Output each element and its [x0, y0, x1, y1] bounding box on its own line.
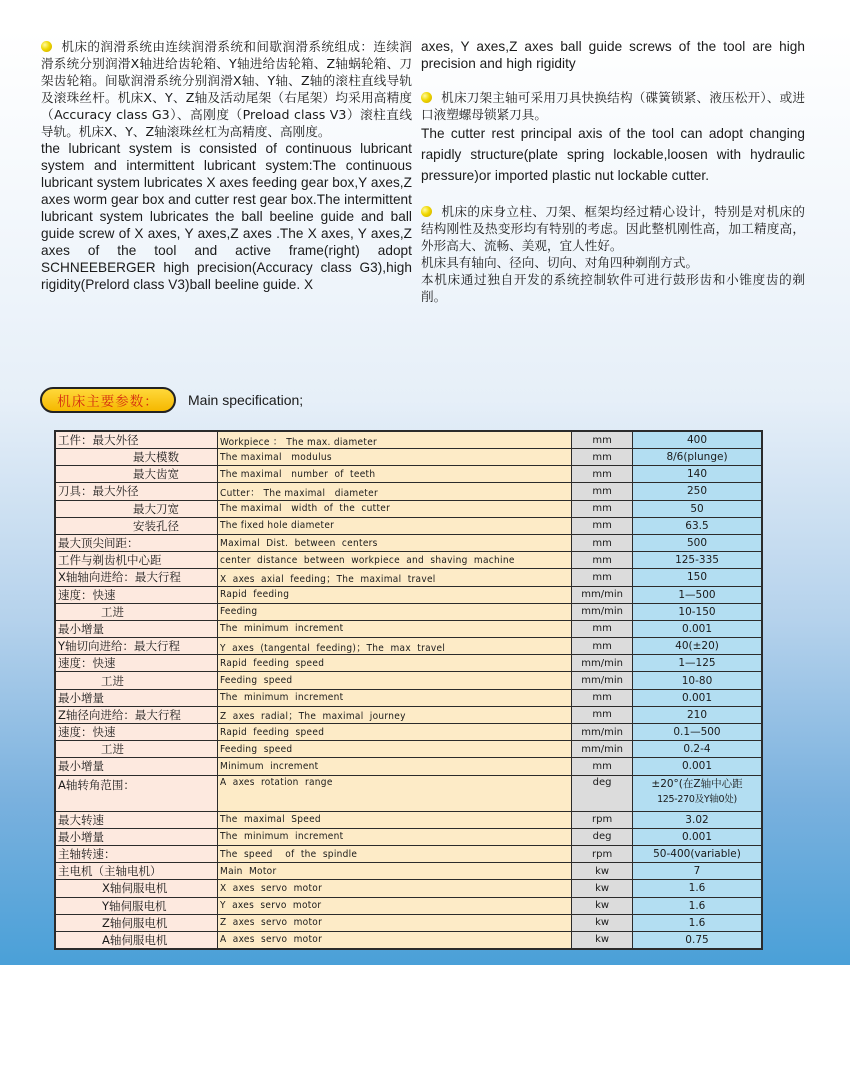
spec-param-en: Feeding speed: [218, 741, 572, 758]
spec-param-en: A axes servo motor: [218, 931, 572, 949]
spec-param-en: Rapid feeding speed: [218, 655, 572, 672]
spec-row: [55, 500, 762, 517]
spec-param-zh: 最小增量: [55, 828, 218, 845]
main-specification-table: [54, 430, 763, 950]
spec-param-en: The speed of the spindle: [218, 845, 572, 862]
spec-value: [633, 775, 763, 811]
spec-param-en: Feeding speed: [218, 672, 572, 689]
spec-value: 50-400(variable): [633, 845, 763, 862]
spec-param-zh: 速度：快速: [55, 655, 218, 672]
spec-unit: mm: [572, 500, 633, 517]
spec-unit: mm: [572, 449, 633, 466]
spec-param-zh: A轴伺服电机: [55, 931, 218, 949]
spec-row: [55, 828, 762, 845]
spec-value: 10-150: [633, 603, 763, 620]
spec-value: 1—125: [633, 655, 763, 672]
spec-param-en: center distance between workpiece and shaving machine: [218, 552, 572, 569]
shaving-methods-zh-line: 机床具有轴向、径向、切向、对角四种剃削方式。: [421, 255, 699, 270]
lubrication-en-paragraph: the lubricant system is consisted of continuous lubricant system and intermittent lubricant system:The continuous lubricant system lubricates X axes feeding gear box,Y axes,Z axes worm gear box and cutter rest gear box.The intermittent lubricant system lubricates the ball beeline guide and ball guide screw of X axes, Y axes,Z axes .The X axes, Y axes,Z axes of the tool and active frame(right) adopt SCHNEEBERGER high precision(Accuracy class G3),high rigidity(Prelord class V3)ball beeline guide. X: [41, 141, 412, 292]
spec-row: [55, 845, 762, 862]
spec-row: [55, 775, 762, 811]
cutter-change-zh-paragraph: 机床刀架主轴可采用刀具快换结构（碟簧锁紧、液压松开）、或进口液塑螺母锁紧刀具。: [421, 90, 805, 122]
spec-unit: kw: [572, 880, 633, 897]
yellow-bullet-icon: [421, 92, 432, 103]
spec-value: 400: [633, 431, 763, 449]
spec-value: 63.5: [633, 517, 763, 534]
spec-row: [55, 931, 762, 949]
spec-value: 50: [633, 500, 763, 517]
intro-right-column: [421, 38, 805, 305]
spec-param-en: The minimum increment: [218, 689, 572, 706]
spec-param-en: Z axes radial；The maximal journey: [218, 706, 572, 723]
spec-unit: mm/min: [572, 586, 633, 603]
spec-unit: mm: [572, 689, 633, 706]
spec-unit: mm/min: [572, 603, 633, 620]
spec-row: [55, 672, 762, 689]
spec-param-en: The minimum increment: [218, 828, 572, 845]
spec-param-zh: Z轴伺服电机: [55, 914, 218, 931]
spec-param-en: Feeding: [218, 603, 572, 620]
spec-param-zh: Z轴径向进给：最大行程: [55, 706, 218, 723]
lubrication-zh-paragraph: 机床的润滑系统由连续润滑系统和间歇润滑系统组成：连续润滑系统分别润滑X轴进给齿轮箱、Y轴进给齿轮箱、Z轴蜗轮箱、刀架齿轮箱。间歇润滑系统分别润滑X轴、Y轴、Z轴的滚柱直线导轨及滚珠丝杆。机床X、Y、Z轴及活动尾架（右尾架）均采用高精度（Accuracy class G3）、高刚度（Preload class V3）滚柱直线导轨。机床X、Y、Z轴滚珠丝杠为高精度、高刚度。: [41, 39, 412, 139]
spec-param-zh: 工进: [55, 672, 218, 689]
spec-row: [55, 483, 762, 500]
spec-unit: mm/min: [572, 672, 633, 689]
spec-row: [55, 863, 762, 880]
spec-row: [55, 897, 762, 914]
spec-value: 210: [633, 706, 763, 723]
spec-row: [55, 758, 762, 775]
spec-row: [55, 724, 762, 741]
spec-param-en: Cutter： The maximal diameter: [218, 483, 572, 500]
spec-param-en: The minimum increment: [218, 620, 572, 637]
spec-param-en: A axes rotation range: [218, 775, 572, 811]
spec-unit: kw: [572, 863, 633, 880]
spec-param-zh: 速度：快速: [55, 586, 218, 603]
spec-unit: deg: [572, 775, 633, 811]
spec-value: 10-80: [633, 672, 763, 689]
spec-unit: kw: [572, 897, 633, 914]
spec-row: [55, 449, 762, 466]
spec-param-en: The maximal Speed: [218, 811, 572, 828]
spec-param-zh: 工进: [55, 603, 218, 620]
spec-value: 1—500: [633, 586, 763, 603]
spec-title: Main specification;: [188, 392, 304, 408]
spec-value: 0.1—500: [633, 724, 763, 741]
spec-value: 0.75: [633, 931, 763, 949]
spec-param-zh: X轴轴向进给：最大行程: [55, 569, 218, 586]
spec-param-zh: 安装孔径: [55, 517, 218, 534]
spec-value: 500: [633, 534, 763, 551]
spec-value: 40(±20): [633, 638, 763, 655]
software-zh-paragraph: 本机床通过独自开发的系统控制软件可进行鼓形齿和小锥度齿的剃削。: [421, 272, 805, 304]
spec-param-zh: 最小增量: [55, 689, 218, 706]
spec-row: [55, 603, 762, 620]
spec-row: [55, 569, 762, 586]
spec-value: 250: [633, 483, 763, 500]
spec-unit: mm: [572, 620, 633, 637]
spec-unit: deg: [572, 828, 633, 845]
spec-value: 0.001: [633, 620, 763, 637]
spec-param-zh: Y轴切向进给：最大行程: [55, 638, 218, 655]
spec-unit: mm: [572, 431, 633, 449]
spec-unit: kw: [572, 914, 633, 931]
spec-param-zh: 最大转速: [55, 811, 218, 828]
spec-param-en: Rapid feeding: [218, 586, 572, 603]
spec-header: [40, 387, 303, 413]
spec-unit: rpm: [572, 811, 633, 828]
spec-param-en: Main Motor: [218, 863, 572, 880]
spec-unit: mm: [572, 758, 633, 775]
spec-unit: kw: [572, 931, 633, 949]
cutter-change-en-paragraph: The cutter rest principal axis of the tool can adopt changing rapidly structure(plate spring lockable,loosen with hydraulic pressure)or imported plastic nut lockable cutter.: [421, 126, 805, 183]
spec-row: [55, 880, 762, 897]
intro-left-column: [41, 38, 412, 293]
spec-unit: mm: [572, 552, 633, 569]
spec-value: 1.6: [633, 880, 763, 897]
yellow-bullet-icon: [421, 206, 432, 217]
spec-row: [55, 466, 762, 483]
spec-unit: mm: [572, 517, 633, 534]
spec-param-zh: 主电机（主轴电机）: [55, 863, 218, 880]
spec-row: [55, 655, 762, 672]
spec-param-zh: 主轴转速：: [55, 845, 218, 862]
spec-param-zh: 速度：快速: [55, 724, 218, 741]
structure-zh-paragraph: 机床的床身立柱、刀架、框架均经过精心设计，特别是对机床的结构刚性及热变形均有特别的考虑。因此整机刚性高，加工精度高，外形高大、流畅、美观，宜人性好。: [421, 204, 805, 253]
spec-unit: mm: [572, 466, 633, 483]
spec-param-en: Maximal Dist. between centers: [218, 534, 572, 551]
spec-row: [55, 586, 762, 603]
spec-param-zh: 工进: [55, 741, 218, 758]
spec-param-en: The maximal modulus: [218, 449, 572, 466]
spec-param-zh: 刀具：最大外径: [55, 483, 218, 500]
spec-param-en: Y axes (tangental feeding)；The max travel: [218, 638, 572, 655]
ballscrew-en-continuation: axes, Y axes,Z axes ball guide screws of the tool are high precision and high rigidity: [421, 39, 805, 71]
spec-value: 1.6: [633, 897, 763, 914]
spec-value: 3.02: [633, 811, 763, 828]
spec-param-zh: 最小增量: [55, 758, 218, 775]
spec-value: 7: [633, 863, 763, 880]
spec-row: [55, 914, 762, 931]
spec-unit: mm: [572, 483, 633, 500]
spec-param-zh: 最大顶尖间距：: [55, 534, 218, 551]
spec-unit: mm: [572, 534, 633, 551]
spec-value-line2: 125-270及Y轴0处): [657, 793, 737, 805]
spec-param-en: Workpiece ： The max. diameter: [218, 431, 572, 449]
spec-row: [55, 552, 762, 569]
spec-unit: mm: [572, 569, 633, 586]
spec-value: 8/6(plunge): [633, 449, 763, 466]
spec-row: [55, 620, 762, 637]
spec-unit: mm: [572, 706, 633, 723]
spec-value: 0.001: [633, 758, 763, 775]
spec-unit: mm/min: [572, 655, 633, 672]
spec-row: [55, 534, 762, 551]
spec-row: [55, 811, 762, 828]
spec-param-en: Rapid feeding speed: [218, 724, 572, 741]
spec-value-line1: ±20°(在Z轴中心距: [651, 777, 743, 790]
spec-param-zh: 最大模数: [55, 449, 218, 466]
spec-unit: mm/min: [572, 741, 633, 758]
spec-unit: mm: [572, 638, 633, 655]
spec-row: [55, 431, 762, 449]
spec-param-zh: 工件与剃齿机中心距: [55, 552, 218, 569]
spec-row: [55, 741, 762, 758]
spec-row: [55, 517, 762, 534]
spec-param-en: Z axes servo motor: [218, 914, 572, 931]
spec-param-zh: 工件：最大外径: [55, 431, 218, 449]
spec-param-en: Y axes servo motor: [218, 897, 572, 914]
spec-unit: mm/min: [572, 724, 633, 741]
spec-pill-label: 机床主要参数：: [40, 387, 176, 413]
yellow-bullet-icon: [41, 41, 52, 52]
spec-param-en: The maximal number of teeth: [218, 466, 572, 483]
spec-value: 1.6: [633, 914, 763, 931]
spec-unit: rpm: [572, 845, 633, 862]
spec-param-zh: 最大齿宽: [55, 466, 218, 483]
spec-value: 0.001: [633, 828, 763, 845]
spec-row: [55, 689, 762, 706]
spec-value: 0.2-4: [633, 741, 763, 758]
spec-value: 125-335: [633, 552, 763, 569]
spec-row: [55, 638, 762, 655]
spec-value: 140: [633, 466, 763, 483]
spec-param-en: The fixed hole diameter: [218, 517, 572, 534]
spec-value: 150: [633, 569, 763, 586]
spec-param-zh: Y轴伺服电机: [55, 897, 218, 914]
spec-param-en: The maximal width of the cutter: [218, 500, 572, 517]
spec-param-zh: A轴转角范围：: [55, 775, 218, 811]
spec-row: [55, 706, 762, 723]
spec-param-zh: 最小增量: [55, 620, 218, 637]
spec-param-zh: X轴伺服电机: [55, 880, 218, 897]
spec-param-en: X axes axial feeding；The maximal travel: [218, 569, 572, 586]
spec-param-en: X axes servo motor: [218, 880, 572, 897]
spec-param-zh: 最大刀宽: [55, 500, 218, 517]
spec-value: 0.001: [633, 689, 763, 706]
spec-param-en: Minimum increment: [218, 758, 572, 775]
